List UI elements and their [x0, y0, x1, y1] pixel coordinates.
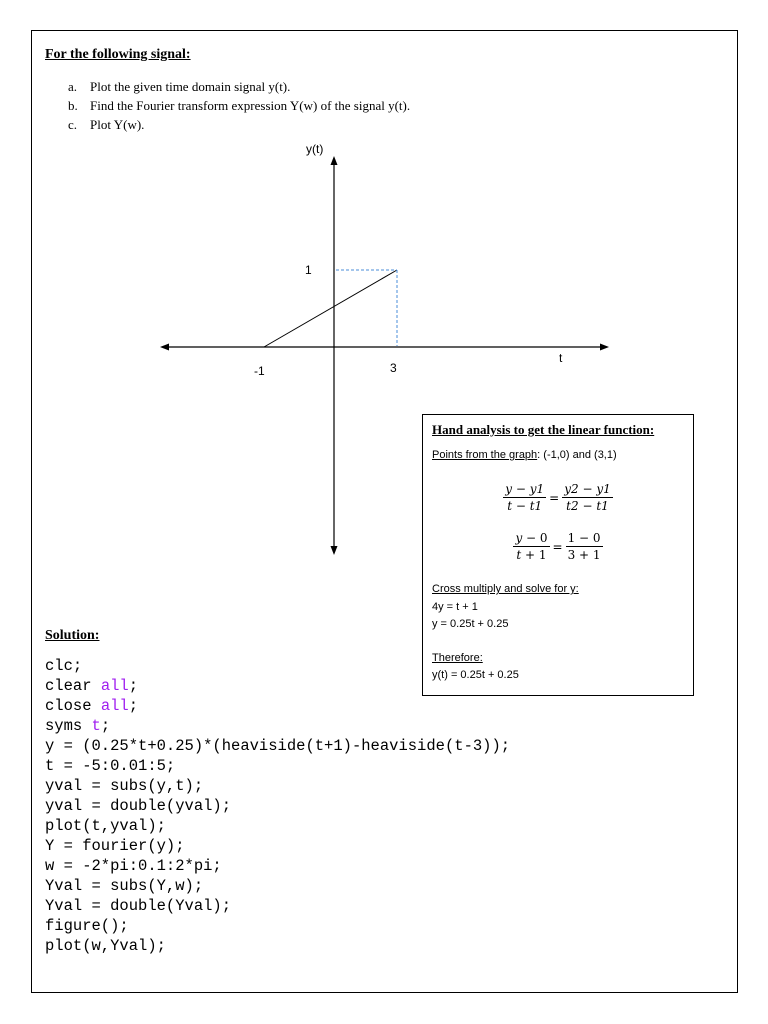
numerator: y2 − y1: [564, 482, 611, 496]
code-token: y = (0.25*t+0.25)*(heaviside(t+1)-heaviside(t-3));: [45, 737, 511, 755]
task-text: Plot Y(w).: [90, 117, 145, 132]
step-equation: y = 0.25t + 0.25: [432, 618, 509, 630]
code-line: [45, 677, 138, 695]
code-token: Yval = subs(Y,w);: [45, 877, 204, 895]
code-token: ;: [128, 677, 139, 695]
numerator: y − y1: [505, 482, 545, 496]
code-line: [45, 777, 203, 795]
denominator: t + 1: [516, 548, 547, 562]
matlab-code-block: [45, 656, 510, 956]
x-axis-right-arrow: [600, 344, 609, 351]
step-equation: 4y = t + 1: [432, 601, 478, 613]
points-label: Points from the graph: [432, 449, 538, 461]
task-text: Plot the given time domain signal y(t).: [90, 79, 291, 94]
code-line: [45, 857, 222, 875]
tick-label-x-pos: 3: [390, 361, 397, 375]
denominator: t − t1: [507, 499, 543, 513]
code-line: [45, 737, 510, 755]
code-token: yval = subs(y,t);: [45, 777, 204, 795]
tick-label-y: 1: [305, 263, 312, 277]
code-token: ;: [100, 717, 111, 735]
code-token: clc;: [45, 657, 83, 675]
slope-equation-substituted: $\frac{y - 0}{t + 1}$ = $\frac{1 - 0}{3 + 1}$: [515, 531, 601, 562]
x-axis-label: t: [559, 351, 563, 365]
points-line: [432, 449, 617, 461]
code-keyword: all: [100, 677, 129, 695]
y-axis-top-arrow: [331, 156, 338, 165]
code-line: [45, 717, 110, 735]
denominator: 3 + 1: [567, 548, 601, 562]
problem-heading: For the following signal:: [45, 47, 191, 62]
code-token: plot(w,Yval);: [45, 937, 166, 955]
cross-multiply-title: Cross multiply and solve for y:: [432, 583, 579, 595]
code-line: [45, 797, 231, 815]
result-equation: y(t) = 0.25t + 0.25: [432, 669, 519, 681]
x-axis-left-arrow: [160, 344, 169, 351]
code-line: [45, 697, 138, 715]
code-token: Yval = double(Yval);: [45, 897, 232, 915]
task-text: Find the Fourier transform expression Y(w) of the signal y(t).: [90, 98, 411, 113]
fraction: [503, 482, 546, 513]
code-token: close: [45, 697, 101, 715]
hand-analysis-box: [422, 414, 694, 696]
signal-segment: [264, 270, 397, 347]
fraction: [566, 531, 603, 562]
points-text: : (-1,0) and (3,1): [537, 449, 617, 461]
code-token: plot(t,yval);: [45, 817, 166, 835]
numerator: 1 − 0: [567, 531, 601, 545]
code-line: [45, 817, 166, 835]
slope-equation-general: $\frac{y - y1}{t - t1}$ = $\frac{y2 - y1}{t2 - t1}$: [505, 482, 611, 513]
code-line: [45, 897, 231, 915]
code-token: figure();: [45, 917, 129, 935]
code-token: t = -5:0.01:5;: [45, 757, 176, 775]
code-line: [45, 757, 175, 775]
code-token: w = -2*pi:0.1:2*pi;: [45, 857, 222, 875]
code-keyword: t: [91, 717, 101, 735]
y-axis-bottom-arrow: [331, 546, 338, 555]
code-keyword: all: [100, 697, 129, 715]
therefore-title: Therefore:: [432, 652, 483, 664]
code-token: syms: [45, 717, 92, 735]
solution-label: Solution:: [45, 628, 100, 643]
task-marker: c.: [68, 117, 78, 132]
tick-label-x-neg: -1: [254, 364, 265, 378]
y-axis-label: y(t): [306, 142, 324, 156]
numerator: y − 0: [515, 531, 548, 545]
code-token: yval = double(yval);: [45, 797, 232, 815]
code-line: [45, 937, 166, 955]
code-line: [45, 877, 203, 895]
code-token: ;: [128, 697, 139, 715]
code-line: [45, 657, 82, 675]
code-line: [45, 837, 185, 855]
fraction: [513, 531, 549, 562]
task-marker: b.: [68, 98, 78, 113]
denominator: t2 − t1: [566, 499, 609, 513]
fraction: [562, 482, 613, 513]
code-line: [45, 917, 129, 935]
code-token: Y = fourier(y);: [45, 837, 185, 855]
task-marker: a.: [68, 79, 78, 94]
analysis-title: Hand analysis to get the linear function:: [432, 422, 655, 437]
code-token: clear: [45, 677, 101, 695]
